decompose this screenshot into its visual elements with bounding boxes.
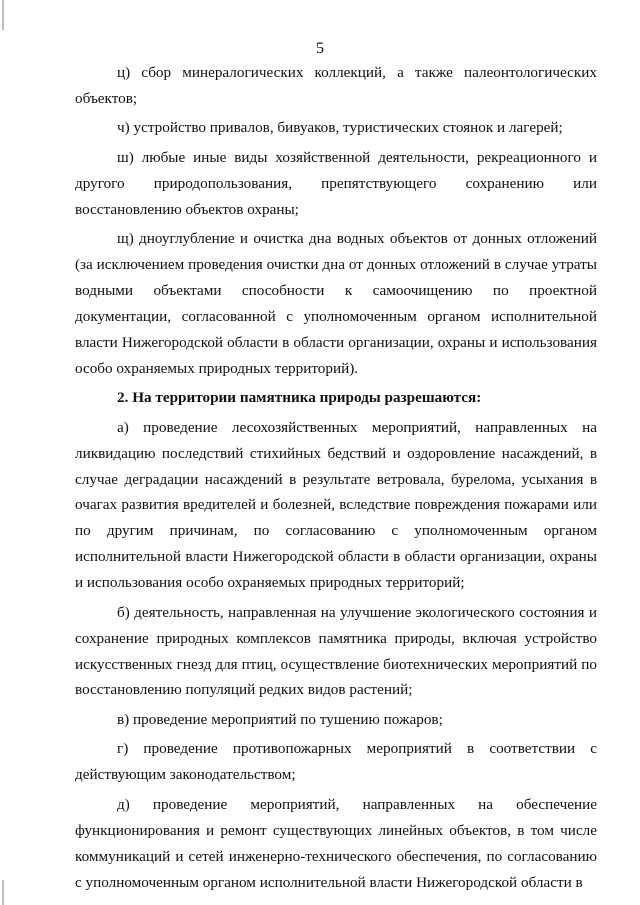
paragraph-item-a: а) проведение лесохозяйственных мероприятий, направленных на ликвидацию последствий стихийных бедствий и оздоровление насаждений, в случае деградации насаждений в результате ветровала, бурелома, усыхания в очагах развития вредителей и болезней, вследствие повреждения пожарами или по другим причинам, по согласованию с уполномоченным органом исполнительной власти Нижегородской области в области организации, охраны и использования особо охраняемых природных территорий; (75, 418, 597, 592)
paragraph-item-d: д) проведение мероприятий, направленных на обеспечение функционирования и ремонт существующих линейных объектов, в том числе коммуникаций и сетей инженерно-технического обеспечения, по согласованию с уполномоченным органом исполнительной власти Нижегородской области в (75, 795, 597, 891)
page-number: 5 (316, 40, 324, 57)
scan-edge-mark (2, 880, 4, 905)
paragraph-item-g: г) проведение противопожарных мероприятий в соответствии с действующим законодательством; (75, 740, 597, 784)
paragraph-item-b: б) деятельность, направленная на улучшение экологического состояния и сохранение природных комплексов памятника природы, включая устройство искусственных гнезд для птиц, осуществление биотехнических мероприятий по восстановлению популяций редких видов растений; (75, 603, 597, 699)
paragraph-item-shch: щ) дноуглубление и очистка дна водных объектов от донных отложений (за исключением проведения очистки дна от донных отложений в случае утраты водными объектами способности к самоочищению по проектной документации, согласованной с уполномоченным органом исполнительной власти Нижегородской области в области организации, охраны и использования особо охраняемых природных территорий). (75, 230, 597, 377)
paragraph-item-sh: ш) любые иные виды хозяйственной деятельности, рекреационного и другого природопользования, препятствующего сохранению или восстановлению объектов охраны; (75, 148, 597, 218)
paragraph-item-ts: ц) сбор минералогических коллекций, а также палеонтологических объектов; (75, 64, 597, 107)
scan-edge-mark (2, 0, 4, 30)
paragraph-item-ch: ч) устройство привалов, бивуаков, туристических стоянок и лагерей; (117, 119, 563, 137)
section-heading: 2. На территории памятника природы разрешаются: (117, 389, 482, 407)
paragraph-item-v: в) проведение мероприятий по тушению пожаров; (117, 710, 443, 728)
document-body (75, 60, 597, 899)
